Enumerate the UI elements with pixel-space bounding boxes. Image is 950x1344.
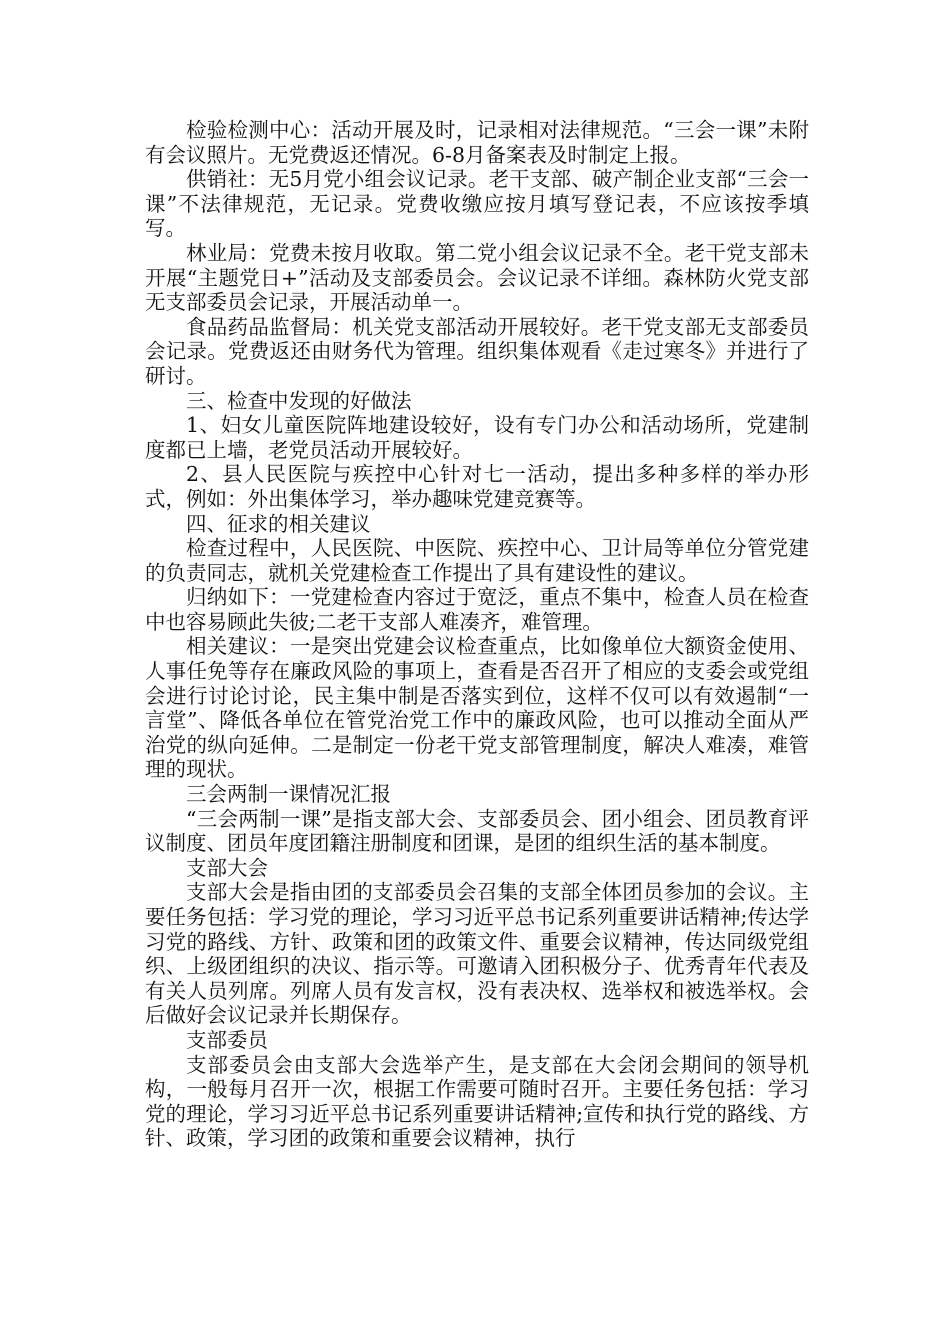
section-heading-report: 三会两制一课情况汇报 — [186, 782, 391, 807]
paragraph-supply-cooperative: 供销社：无5月党小组会议记录。老干支部、破产制企业支部“三会一课”不法律规范，无记录。党费收缴应按月填写登记表，不应该按季填写。 — [145, 167, 809, 241]
paragraph-inspection-center: 检验检测中心：活动开展及时，记录相对法律规范。“三会一课”未附有会议照片。无党费返还情况。6-8月备案表及时制定上报。 — [145, 118, 809, 167]
paragraph-three-meetings-definition: “三会两制一课”是指支部大会、支部委员会、团小组会、团员教育评议制度、团员年度团籍注册制度和团课，是团的组织生活的基本制度。 — [145, 806, 809, 856]
document-body — [145, 118, 809, 1151]
paragraph-food-drug-bureau: 食品药品监督局：机关党支部活动开展较好。老干党支部无支部委员会记录。党费返还由财务代为管理。组织集体观看《走过寒冬》并进行了研讨。 — [145, 314, 809, 388]
paragraph-branch-committee: 支部委员会由支部大会选举产生，是支部在大会闭会期间的领导机构，一般每月召开一次，根据工作需要可随时召开。主要任务包括：学习党的理论，学习习近平总书记系列重要讲话精神;宣传和执行党的路线、方针、政策，学习团的政策和重要会议精神，执行 — [145, 1052, 809, 1151]
paragraph-good-practice-1: 1、妇女儿童医院阵地建设较好，设有专门办公和活动场所，党建制度都已上墙，老党员活动开展较好。 — [145, 413, 809, 462]
paragraph-forestry-bureau: 林业局：党费未按月收取。第二党小组会议记录不全。老干党支部未开展“主题党日+”活动及支部委员会。会议记录不详细。森林防火党支部无支部委员会记录，开展活动单一。 — [145, 240, 809, 315]
section-heading-suggestions: 四、征求的相关建议 — [186, 511, 371, 536]
section-heading-branch-committee: 支部委员 — [186, 1027, 268, 1052]
paragraph-related-suggestions: 相关建议：一是突出党建会议检查重点，比如像单位大额资金使用、人事任免等存在廉政风险的事项上，查看是否召开了相应的支委会或党组会进行讨论讨论，民主集中制是否落实到位，这样不仅可以有效遏制“一言堂”、降低各单位在管党治党工作中的廉政风险，也可以推动全面从严治党的纵向延伸。二是制定一份老干党支部管理制度，解决人难凑，难管理的现状。 — [145, 634, 809, 782]
section-heading-branch-assembly: 支部大会 — [186, 855, 268, 880]
section-heading-good-practices: 三、检查中发现的好做法 — [186, 388, 412, 413]
paragraph-suggestions-intro: 检查过程中，人民医院、中医院、疾控中心、卫计局等单位分管党建的负责同志，就机关党建检查工作提出了具有建设性的建议。 — [145, 536, 809, 585]
paragraph-suggestions-summary: 归纳如下：一党建检查内容过于宽泛，重点不集中，检查人员在检查中也容易顾此失彼;二老干支部人难凑齐，难管理。 — [145, 585, 809, 634]
paragraph-branch-assembly: 支部大会是指由团的支部委员会召集的支部全体团员参加的会议。主要任务包括：学习党的理论，学习习近平总书记系列重要讲话精神;传达学习党的路线、方针、政策和团的政策文件、重要会议精神，传达同级党组织、上级团组织的决议、指示等。可邀请入团积极分子、优秀青年代表及有关人员列席。列席人员有发言权，没有表决权、选举权和被选举权。会后做好会议记录并长期保存。 — [145, 880, 809, 1028]
paragraph-good-practice-2: 2、县人民医院与疾控中心针对七一活动，提出多种多样的举办形式，例如：外出集体学习，举办趣味党建竞赛等。 — [145, 462, 809, 511]
